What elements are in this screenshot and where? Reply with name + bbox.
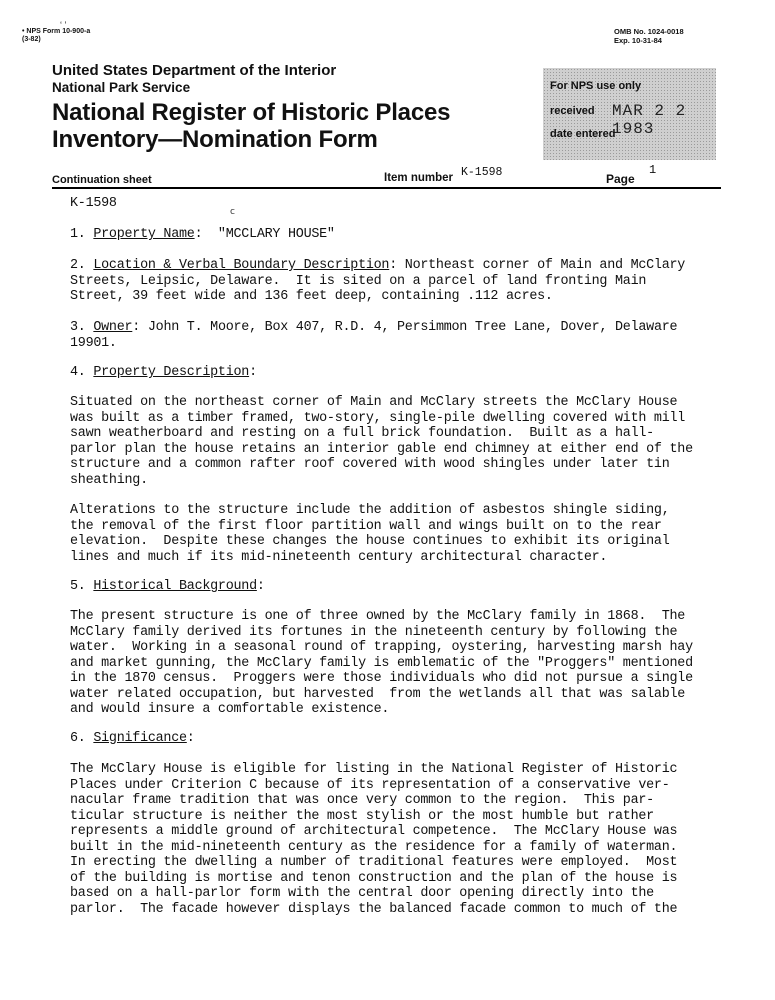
header-rule — [52, 187, 721, 189]
form-title-line1: National Register of Historic Places — [52, 99, 451, 126]
item-number-label: Item number — [384, 172, 454, 184]
form-title — [52, 99, 450, 153]
form-number: • NPS Form 10-900-a — [22, 28, 91, 35]
significance-paragraph: The McClary House is eligible for listing in the National Register of Historic Places under Criterion C because of its representation of a conservative ver- nacular frame tradition that was once very common to the region. This par- ticular structure is neither the most stylish or the most humble but rather represents a middle ground of architectural competence. The McClary House was built in the mid-nineteenth century as the residence for a family of waterman. In erecting the dwelling a number of traditional features were employed. Most of the building is mortise and tenon construction and the plan of the house is based on a hall-parlor form with the central door opening directly into the parlor. The facade however displays the balanced facade common to much of the — [70, 762, 678, 917]
section-2-location: 2. Location & Verbal Boundary Description: Northeast corner of Main and McClary Streets, Leipsic, Delaware. It is sited on a parcel of land fronting Main Street, 39 feet wide and 136 feet deep, containing .112 acres. — [70, 258, 686, 304]
date-entered-label: date entered — [550, 128, 616, 140]
handwritten-annotation: c — [230, 207, 235, 217]
omb-info — [614, 27, 684, 45]
nps-use-label: For NPS use only — [550, 80, 642, 92]
form-identifier — [22, 28, 90, 44]
reference-number: K-1598 — [70, 196, 117, 211]
section-5-heading: 5. Historical Background: — [70, 579, 265, 594]
item-number-value: K-1598 — [461, 166, 503, 179]
property-description-paragraph-1: Situated on the northeast corner of Main and McClary streets the McClary House was built as a timber framed, two-story, single-pile dwelling covered with mill sawn weatherboard and resting on a full brick foundation. Built as a hall- parlor plan the house retains an interior gable end chimney at either end of the structure and a common rafter roof covered with wood shingles under later tin sheathing. — [70, 395, 693, 488]
historical-background-paragraph: The present structure is one of three owned by the McClary family in 1868. The McClary family derived its fortunes in the nineteenth century by following the water. Working in a seasonal round of trapping, oystering, harvesting marsh hay and market gunning, the McClary family is emblematic of the "Proggers" mentioned in the 1870 census. Proggers were those individuals who did not pursue a single water related occupation, but harvested from the wetlands all that was salable and would insure a comfortable existence. — [70, 609, 693, 717]
agency-name: National Park Service — [52, 80, 191, 95]
page-number: 1 — [649, 163, 657, 177]
omb-number: OMB No. 1024-0018 — [614, 27, 684, 36]
form-corner-mark: ‘ ’ — [60, 20, 67, 30]
property-description-paragraph-2: Alterations to the structure include the addition of asbestos shingle siding, the removal of the first floor partition wall and wings built on to the rear elevation. Despite these changes the house continues to exhibit its original lines and much if its mid-nineteenth century architectural character. — [70, 503, 670, 565]
form-revision: (3-82) — [22, 36, 41, 43]
department-name: United States Department of the Interior — [52, 62, 337, 79]
page-label: Page — [606, 172, 635, 186]
section-1-property-name: 1. Property Name: "MCCLARY HOUSE" — [70, 227, 335, 242]
nps-use-box — [543, 68, 716, 160]
received-label: received — [550, 105, 595, 117]
form-title-line2: Inventory—Nomination Form — [52, 126, 378, 153]
received-date-stamp: MAR 2 2 1983 — [612, 102, 687, 138]
section-6-heading: 6. Significance: — [70, 731, 195, 746]
continuation-sheet-label: Continuation sheet — [52, 174, 152, 186]
section-3-owner: 3. Owner: John T. Moore, Box 407, R.D. 4, Persimmon Tree Lane, Dover, Delaware 19901. — [70, 320, 678, 351]
omb-expiration: Exp. 10-31-84 — [614, 36, 662, 45]
section-4-heading: 4. Property Description: — [70, 365, 257, 380]
